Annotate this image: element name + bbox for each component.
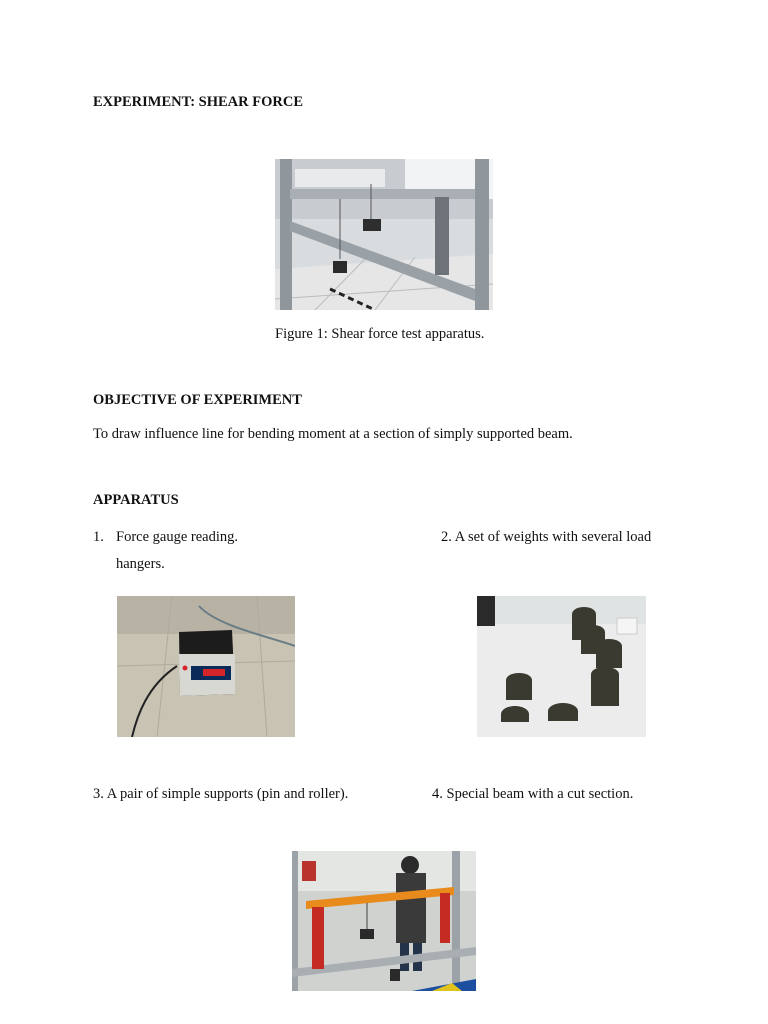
beam-supports-photo	[292, 851, 476, 991]
apparatus-item-3: 3. A pair of simple supports (pin and roller).	[93, 786, 349, 802]
objective-heading: OBJECTIVE OF EXPERIMENT	[93, 392, 302, 408]
apparatus-item-4: 4. Special beam with a cut section.	[432, 786, 634, 802]
force-gauge-photo	[117, 596, 295, 737]
apparatus-item-1-text: Force gauge reading.	[116, 529, 238, 545]
figure-caption: Figure 1: Shear force test apparatus.	[275, 326, 485, 342]
apparatus-heading: APPARATUS	[93, 492, 179, 508]
apparatus-item-2-line2: hangers.	[116, 556, 165, 572]
shear-force-apparatus-photo	[275, 159, 493, 310]
apparatus-item-1-number: 1.	[93, 529, 104, 545]
objective-text: To draw influence line for bending moment at a section of simply supported beam.	[93, 426, 573, 442]
apparatus-item-2-line1: 2. A set of weights with several load	[441, 529, 652, 545]
weights-photo	[477, 596, 646, 737]
document-title: EXPERIMENT: SHEAR FORCE	[93, 94, 303, 110]
